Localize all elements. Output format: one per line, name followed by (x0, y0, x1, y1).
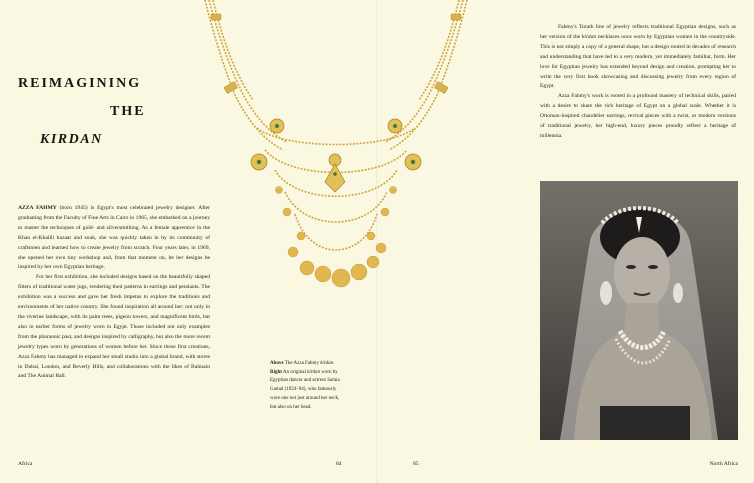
right-paragraph-1: Fahmy's Turath line of jewelry reflects traditional Egyptian designs, such as her version of the kirdan necklaces once worn by Egyptian women in the countryside. This is not simply a copy of a general shape, but a design rooted in decades of research and understanding that have led to a very modern, yet immediately familiar, form. Her love for Egyptian jewelry has extended beyond design and creation, prompting her to write the very first book showcasing and discussing jewelry from every region of Egypt. (540, 24, 736, 90)
chapter-title-line-3: KIRDAN (40, 132, 103, 147)
left-body-text (18, 204, 210, 382)
necklace-illustration (195, 0, 477, 296)
left-paragraph-1-text: (born 1945) is Egypt's most celebrated jewelry designer. After graduating from the Faculty of Fine Arts in Cairo in 1965, she embarked on a journey to master the techniques of gold- and silversmithing. As a female apprentice in the Khan el-Khalili bazaar and souk, she was quickly taken in by its community of craftsmen and learned how to create jewelry from scratch. Four years later, in 1969, she opened her own tiny workshop and, from that moment on, let her designs be inspired by her own Egyptian heritage. (18, 205, 210, 271)
right-body-text (540, 23, 736, 142)
portrait-photo (540, 181, 738, 440)
left-paragraph-2: For her first exhibition, she included designs based on the beautifully shaped filters of traditional water jugs, rendering their patterns in earrings and pendants. The exhibition was a success and gave her fresh impetus to explore the traditions and environments of her native country. She found inspiration all around her: not only in the riverine landscape, with its palm trees, pigeon towers, and magnificent birds, but also in earlier forms of jewelry worn in Egypt. Those included not only examples from the pharaonic past, and designs inspired by calligraphy, but also the more recent jewelry types worn by generations of women before her. Since those first creations, Azza Fahmy has managed to expand her small studio into a global brand, with stores in Dubai, London, and Beverly Hills, and collaborations with the likes of Balmain and The Animal Ball. (18, 274, 210, 380)
right-paragraph-2: Azza Fahmy's work is rooted in a profound mastery of technical skills, paired with a desire to share the rich heritage of Egypt on a global scale. Whether it is Ottoman-inspired chandelier earrings, revival pieces with a twist, or modern versions of traditional jewelry, her high-end, luxury pieces proudly reflect a heritage of millennia. (540, 93, 736, 139)
left-paragraph-1 (18, 204, 210, 273)
designer-name: AZZA FAHMY (18, 205, 57, 211)
image-caption: Above The Azza Fahmy kirdan. Right An original kirdan worn by Egyptian dancer and actress Samia Gamal (1924–94), who famously wore one not just around her neck, but also on her head. (270, 361, 340, 410)
chapter-title-line-1: REIMAGINING (18, 76, 142, 91)
kirdan-necklace-photo (195, 0, 477, 296)
portrait-illustration (540, 181, 738, 440)
page-number-right: 85 (413, 461, 419, 467)
footer-section-right: North Africa (709, 461, 738, 467)
page-number-left: 84 (336, 461, 342, 467)
chapter-title-line-2: THE (110, 104, 146, 119)
footer-section-left: Africa (18, 461, 33, 467)
